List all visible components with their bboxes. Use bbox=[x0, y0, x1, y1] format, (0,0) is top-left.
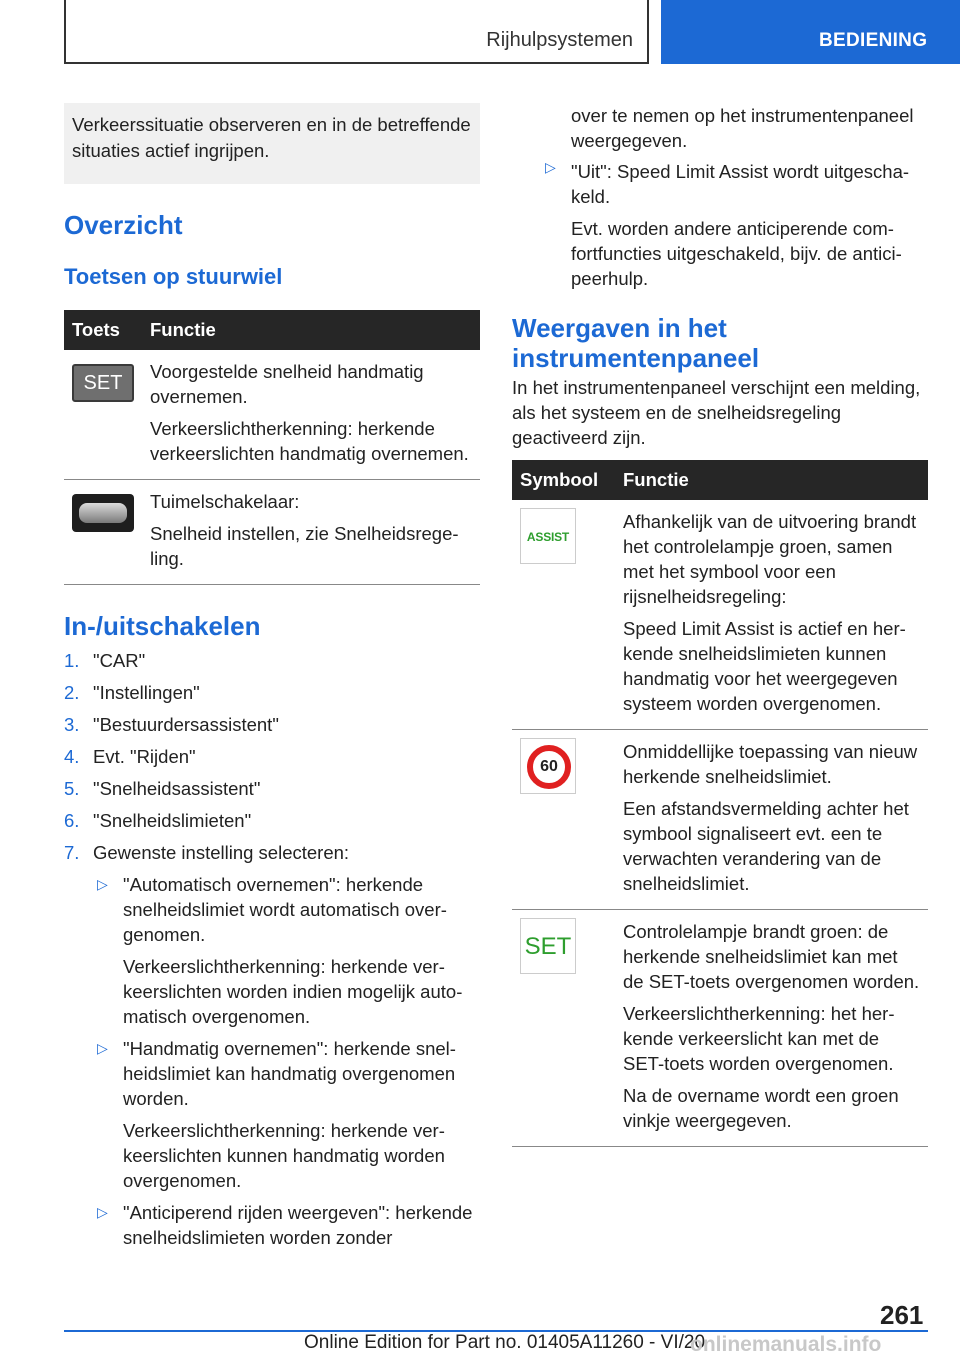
keys-table bbox=[64, 310, 480, 585]
table-row bbox=[512, 500, 928, 730]
header-section-tab bbox=[64, 0, 649, 64]
sub-options-list bbox=[93, 872, 480, 1250]
step-text: Evt. "Rijden" bbox=[93, 746, 196, 767]
step-number: 3. bbox=[64, 714, 80, 735]
sub-list-item bbox=[93, 1036, 480, 1193]
option-text: "Anticiperend rijden weergeven": herkende snelheidslimieten worden zonder bbox=[123, 1202, 473, 1248]
chapter-title: BEDIENING bbox=[819, 30, 928, 51]
col-header-function: Functie bbox=[150, 319, 216, 340]
key-cell bbox=[64, 480, 142, 585]
function-text: Een afstandsvermelding achter het symbool signaliseert evt. een te verwachten verandering van de snelheidslimiet. bbox=[623, 798, 909, 894]
option-text: "Automatisch overnemen": herkende snelheidslimiet wordt automatisch overgenomen. bbox=[123, 874, 447, 945]
step-number: 2. bbox=[64, 682, 80, 703]
triangle-bullet-icon: ▷ bbox=[545, 159, 556, 175]
list-item bbox=[64, 744, 480, 769]
function-text: Controlelampje brandt groen: de herkende snelheidslimiet kan met de SET-toets overgenomen worden. bbox=[623, 921, 920, 992]
step-number: 4. bbox=[64, 746, 80, 767]
speed-limit-sign-icon bbox=[520, 738, 576, 794]
function-cell bbox=[142, 480, 480, 585]
list-item bbox=[64, 680, 480, 705]
step-text: "Bestuurdersassistent" bbox=[93, 714, 279, 735]
step-text: Gewenste instelling selecteren: bbox=[93, 842, 350, 863]
step-text: "Snelheidsassistent" bbox=[93, 778, 261, 799]
table-row bbox=[512, 910, 928, 1147]
heading-switch-on-off: In-/uitschakelen bbox=[64, 611, 261, 641]
function-cell bbox=[142, 350, 480, 480]
rocker-switch-icon bbox=[72, 494, 134, 532]
step-number: 7. bbox=[64, 842, 80, 863]
note-box bbox=[64, 103, 480, 184]
col-header-function: Functie bbox=[623, 469, 689, 490]
note-text: Verkeerssituatie observeren en in de betreffende situaties actief ingrijpen. bbox=[72, 114, 471, 161]
table-row bbox=[512, 730, 928, 910]
option-text: Verkeerslichtherkenning: herkende verkeerslichten worden indien mogelijk automatisch overgenomen. bbox=[123, 956, 463, 1027]
symbols-table bbox=[512, 460, 928, 1147]
function-text: Verkeerslichtherkenning: herkende verkeerslichten handmatig overnemen. bbox=[150, 418, 469, 464]
heading-steering-wheel-keys: Toetsen op stuurwiel bbox=[64, 264, 283, 289]
function-cell bbox=[615, 910, 928, 1147]
option-text: Evt. worden andere anticiperende comfortfuncties uitgeschakeld, bijv. de anticipeerhulp. bbox=[571, 218, 902, 289]
continued-option bbox=[512, 103, 928, 153]
step-number: 5. bbox=[64, 778, 80, 799]
steps-list bbox=[64, 648, 480, 1250]
left-column bbox=[64, 103, 480, 1257]
right-column bbox=[512, 103, 928, 1147]
speed-limit-value: 60 bbox=[527, 745, 571, 789]
table-row bbox=[64, 480, 480, 585]
function-text: Snelheid instellen, zie Snelheidsregeling. bbox=[150, 523, 459, 569]
sub-list-item bbox=[93, 1200, 480, 1250]
page-number: 261 bbox=[880, 1300, 924, 1330]
col-header-key: Toets bbox=[72, 319, 120, 340]
triangle-bullet-icon: ▷ bbox=[97, 876, 108, 892]
function-cell bbox=[615, 730, 928, 910]
option-text: Verkeerslichtherkenning: herkende verkeerslichten kunnen handmatig worden overgenomen. bbox=[123, 1120, 445, 1191]
list-item bbox=[64, 712, 480, 737]
step-text: "Snelheidslimieten" bbox=[93, 810, 252, 831]
step-number: 6. bbox=[64, 810, 80, 831]
sub-list-item bbox=[93, 872, 480, 1029]
header-chapter-tab bbox=[661, 0, 960, 64]
option-text: over te nemen op het instrumentenpaneel weergegeven. bbox=[571, 105, 914, 151]
symbols-table-header bbox=[512, 460, 928, 500]
watermark: onlinemanuals.info bbox=[690, 1333, 882, 1356]
list-item bbox=[64, 648, 480, 673]
sub-list-item bbox=[512, 159, 928, 291]
heading-overview: Overzicht bbox=[64, 210, 183, 240]
col-header-symbol: Symbool bbox=[520, 469, 599, 490]
function-cell bbox=[615, 500, 928, 730]
list-item bbox=[64, 776, 480, 801]
step-number: 1. bbox=[64, 650, 80, 671]
function-text: Afhankelijk van de uitvoering brandt het controlelampje groen, samen met het symbool voor een rijsnelheidsregeling: bbox=[623, 511, 917, 607]
triangle-bullet-icon: ▷ bbox=[97, 1204, 108, 1220]
section-title: Rijhulpsystemen bbox=[486, 29, 633, 51]
sub-options-list bbox=[512, 159, 928, 291]
triangle-bullet-icon: ▷ bbox=[97, 1040, 108, 1056]
table-row bbox=[64, 350, 480, 480]
edition-text: Online Edition for Part no. 01405A11260 - VI/20 bbox=[304, 1332, 706, 1353]
step-text: "Instellingen" bbox=[93, 682, 200, 703]
list-item bbox=[64, 808, 480, 833]
set-key-icon: SET bbox=[72, 364, 134, 402]
option-text: "Uit": Speed Limit Assist wordt uitgeschakeld. bbox=[571, 161, 910, 207]
heading-instrument-panel: Weergaven in het instrumentenpaneel bbox=[512, 313, 760, 373]
function-text: Tuimelschakelaar: bbox=[150, 491, 300, 512]
function-text: Speed Limit Assist is actief en herkende snelheidslimieten kunnen handmatig voor het weergegeven systeem worden overgenomen. bbox=[623, 618, 906, 714]
keys-table-header bbox=[64, 310, 480, 350]
function-text: Na de overname wordt een groen vinkje weergegeven. bbox=[623, 1085, 899, 1131]
key-cell bbox=[64, 350, 142, 480]
function-text: Onmiddellijke toepassing van nieuw herkende snelheidslimiet. bbox=[623, 741, 918, 787]
function-text: Verkeerslichtherkenning: het herkende verkeerslicht kan met de SET-toets worden overgenomen. bbox=[623, 1003, 895, 1074]
function-text: Voorgestelde snelheid handmatig overnemen. bbox=[150, 361, 424, 407]
set-symbol-icon: SET bbox=[520, 918, 576, 974]
symbol-cell bbox=[512, 910, 615, 1147]
symbol-cell bbox=[512, 500, 615, 730]
symbol-cell bbox=[512, 730, 615, 910]
option-text: "Handmatig overnemen": herkende snelheidslimiet kan handmatig overgenomen worden. bbox=[123, 1038, 456, 1109]
step-text: "CAR" bbox=[93, 650, 146, 671]
intro-text: In het instrumentenpaneel verschijnt een melding, als het systeem en de snelheidsregeling geactiveerd zijn. bbox=[512, 377, 921, 448]
list-item bbox=[64, 840, 480, 1250]
assist-symbol-icon: ASSIST bbox=[520, 508, 576, 564]
